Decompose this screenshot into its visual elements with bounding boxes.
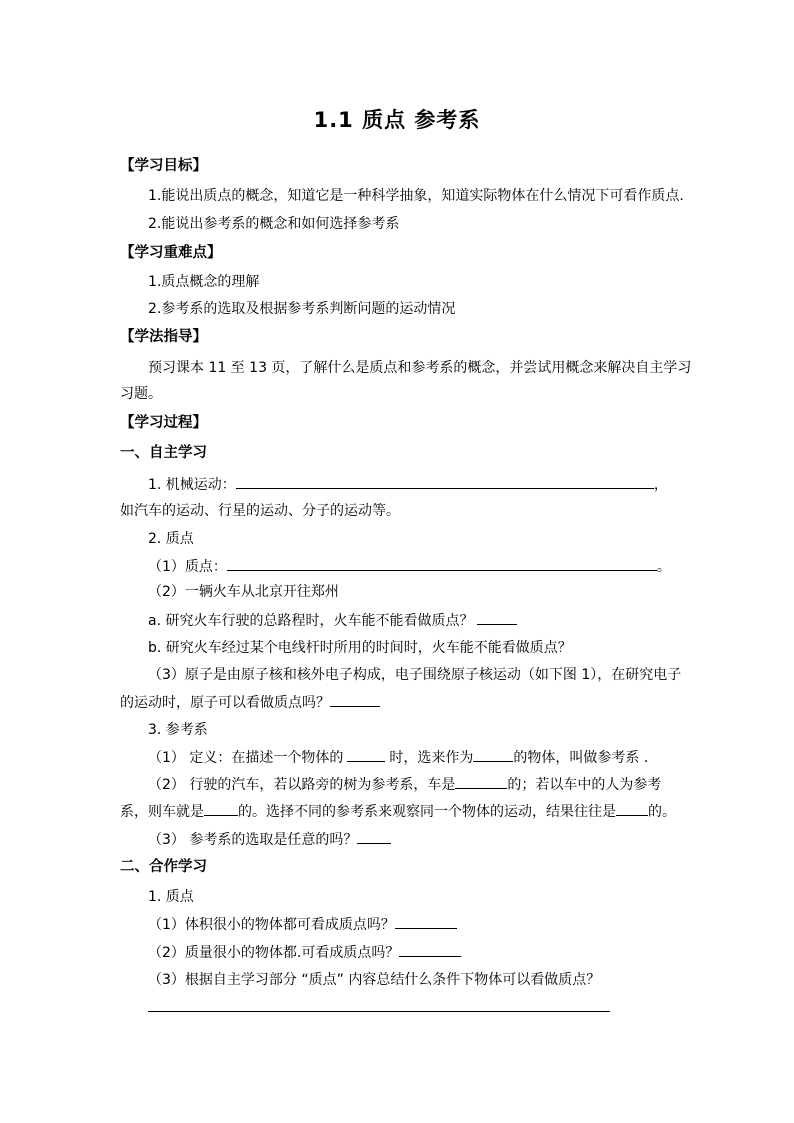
answer-blank[interactable] xyxy=(616,801,648,816)
self-q3-1-line xyxy=(148,747,648,768)
self-q2-b: b. 研究火车经过某个电线杆时所用的时间时，火车能不能看做质点？ xyxy=(148,640,572,656)
self-q2-2: （2）一辆火车从北京开往郑州 xyxy=(148,584,339,600)
coop-q1-2-line xyxy=(148,942,461,963)
coop-q1-2-text: （2）质量很小的物体都.可看成质点吗？ xyxy=(148,945,400,961)
coop-q1-3: （3）根据自主学习部分 “质点” 内容总结什么条件下物体可以看做质点？ xyxy=(148,972,601,988)
self-q1-line xyxy=(148,474,668,495)
coop-q1-1-line xyxy=(148,914,457,935)
self-q3-1-text-b: 时，选来作为 xyxy=(389,750,474,766)
self-q1-continuation: 如汽车的运动、行星的运动、分子的运动等。 xyxy=(120,503,400,519)
page-title: 1.1 质点 参考系 xyxy=(313,108,481,132)
self-q2-a-text: a. 研究火车行驶的总路程时，火车能不能看做质点？ xyxy=(148,613,474,629)
self-q1-label: 1. 机械运动： xyxy=(148,477,236,493)
answer-blank[interactable] xyxy=(477,610,517,625)
self-q2-a-line xyxy=(148,610,517,631)
self-q1-end: ， xyxy=(653,477,668,493)
answer-blank[interactable] xyxy=(330,692,380,707)
self-q2-3-line2 xyxy=(120,692,380,713)
coop-q1-1-text: （1）体积很小的物体都可看成质点吗？ xyxy=(148,917,395,933)
method-heading: 【学法指导】 xyxy=(120,329,207,345)
answer-blank[interactable] xyxy=(347,747,385,762)
self-q3-2-line1 xyxy=(148,774,661,795)
answer-blank[interactable] xyxy=(357,829,391,844)
answer-blank[interactable] xyxy=(395,914,457,929)
self-study-heading: 一、自主学习 xyxy=(120,445,207,461)
self-q3-2-text-a: （2） 行驶的汽车，若以路旁的树为参考系，车是 xyxy=(148,777,456,793)
self-q2-label: 2. 质点 xyxy=(148,531,194,547)
self-q3-2-line2 xyxy=(120,801,676,822)
process-heading: 【学习过程】 xyxy=(120,415,207,431)
goals-heading: 【学习目标】 xyxy=(120,158,207,174)
answer-blank[interactable] xyxy=(204,801,238,816)
self-q2-1-label: （1）质点： xyxy=(148,559,227,575)
answer-blank[interactable] xyxy=(227,556,657,571)
coop-q1-label: 1. 质点 xyxy=(148,889,194,905)
method-line-1: 预习课本 11 至 13 页，了解什么是质点和参考系的概念，并尝试用概念来解决自主学习 xyxy=(148,360,692,376)
self-q2-1-line xyxy=(148,556,671,577)
answer-blank[interactable] xyxy=(473,747,513,762)
answer-blank[interactable] xyxy=(399,942,461,957)
goal-item-2: 2.能说出参考系的概念和如何选择参考系 xyxy=(148,216,400,232)
self-q3-2-text-d: 的。选择不同的参考系来观察同一个物体的运动，结果往往是 xyxy=(238,804,616,820)
goal-item-1: 1.能说出质点的概念，知道它是一种科学抽象，知道实际物体在什么情况下可看作质点. xyxy=(148,188,684,204)
key-point-item-1: 1.质点概念的理解 xyxy=(148,274,260,290)
answer-blank[interactable] xyxy=(236,474,654,489)
answer-line[interactable] xyxy=(148,1011,610,1012)
self-q2-3-text: 的运动时，原子可以看做质点吗？ xyxy=(120,695,330,711)
self-q3-1-text-a: （1） 定义：在描述一个物体的 xyxy=(148,750,344,766)
self-q3-3-text: （3） 参考系的选取是任意的吗？ xyxy=(148,832,358,848)
self-q3-3-line xyxy=(148,829,391,850)
self-q3-1-text-c: 的物体，叫做参考系 . xyxy=(513,750,649,766)
self-q3-2-text-b: 的；若以车中的人为参考 xyxy=(507,777,662,793)
self-q3-2-text-c: 系，则车就是 xyxy=(120,804,204,820)
self-q3-label: 3. 参考系 xyxy=(148,722,208,738)
key-points-heading: 【学习重难点】 xyxy=(120,245,222,261)
self-q2-3-line1: （3）原子是由原子核和核外电子构成，电子围绕原子核运动（如下图 1），在研究电子 xyxy=(148,667,682,683)
answer-blank[interactable] xyxy=(455,774,507,789)
method-line-2: 习题。 xyxy=(120,386,162,402)
coop-study-heading: 二、合作学习 xyxy=(120,859,207,875)
self-q2-1-end: 。 xyxy=(656,559,671,575)
key-point-item-2: 2.参考系的选取及根据参考系判断问题的运动情况 xyxy=(148,301,456,317)
self-q3-2-text-e: 的。 xyxy=(648,804,676,820)
